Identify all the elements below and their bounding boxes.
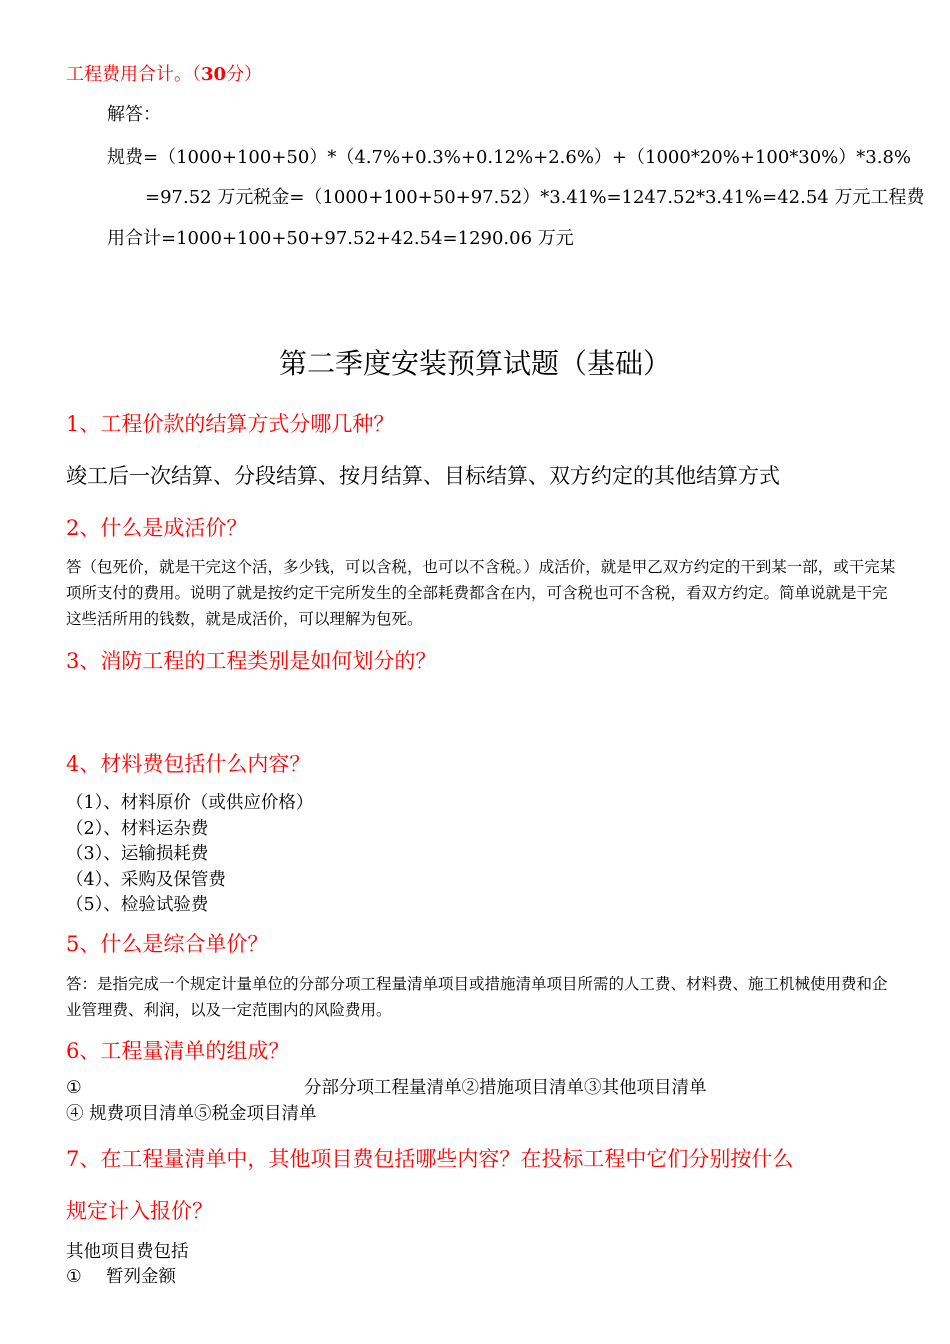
answer-5: 答：是指完成一个规定计量单位的分部分项工程量清单项目或措施清单项目所需的人工费、材料费、施工机械使用费和企业管理费、利润，以及一定范围内的风险费用。 xyxy=(66,975,888,1019)
question-1: 1、工程价款的结算方式分哪几种？ xyxy=(66,412,395,436)
intro-score: 30 xyxy=(201,64,227,85)
question-6: 6、工程量清单的组成？ xyxy=(66,1039,290,1063)
answer-7-item-1: 暂列金额 xyxy=(106,1267,176,1287)
answer-2: 答（包死价，就是干完这个活，多少钱，可以含税，也可以不含税。）成活价，就是甲乙双方约定的干到某一部，或干完某项所支付的费用。说明了就是按约定干完所发生的全部耗费都含在内，可含税也可不含税，看双方约定。简单说就是干完这些活所用的钱数，就是成活价，可以理解为包死。 xyxy=(66,558,896,628)
intro-text-end: 分） xyxy=(226,64,263,85)
calc-line-1: 规费=（1000+100+50）*（4.7%+0.3%+0.12%+2.6%）+（1000*20%+100*30%）*3.8% xyxy=(107,147,912,168)
answer-1: 竣工后一次结算、分段结算、按月结算、目标结算、双方约定的其他结算方式 xyxy=(66,464,780,488)
answer-6-marker: ① xyxy=(66,1078,82,1098)
intro-text: 工程费用合计。（ xyxy=(66,64,201,85)
list-item: （2）、材料运杂费 xyxy=(66,818,209,839)
calc-line-3: 用合计=1000+100+50+97.52+42.54=1290.06 万元 xyxy=(107,228,574,249)
question-4: 4、材料费包括什么内容？ xyxy=(66,752,311,776)
page-title: 第二季度安装预算试题（基础） xyxy=(278,347,671,380)
question-7-line-2: 规定计入报价？ xyxy=(66,1199,213,1223)
list-item: （1）、材料原价（或供应价格） xyxy=(66,793,314,813)
answer-7-intro: 其他项目费包括 xyxy=(66,1242,189,1262)
material-list xyxy=(66,791,313,919)
list-item: （3）、运输损耗费 xyxy=(66,844,209,864)
answer-6-line-2: ④ 规费项目清单⑤税金项目清单 xyxy=(66,1104,317,1124)
question-3: 3、消防工程的工程类别是如何划分的？ xyxy=(66,649,437,673)
question-7-line-1: 7、在工程量清单中，其他项目费包括哪些内容？在投标工程中它们分别按什么 xyxy=(66,1147,794,1171)
question-2: 2、什么是成活价？ xyxy=(66,516,248,540)
answer-6-line-1: 分部分项工程量清单②措施项目清单③其他项目清单 xyxy=(304,1078,707,1098)
list-item: （5）、检验试验费 xyxy=(66,895,209,915)
answer-7-item-1-marker: ① xyxy=(66,1267,82,1287)
answer-label: 解答： xyxy=(107,104,161,125)
intro-line xyxy=(66,60,262,86)
calc-line-2: =97.52 万元税金=（1000+100+50+97.52）*3.41%=1247.52*3.41%=42.54 万元工程费 xyxy=(145,187,925,208)
list-item: （4）、采购及保管费 xyxy=(66,869,226,890)
question-5: 5、什么是综合单价？ xyxy=(66,932,269,956)
